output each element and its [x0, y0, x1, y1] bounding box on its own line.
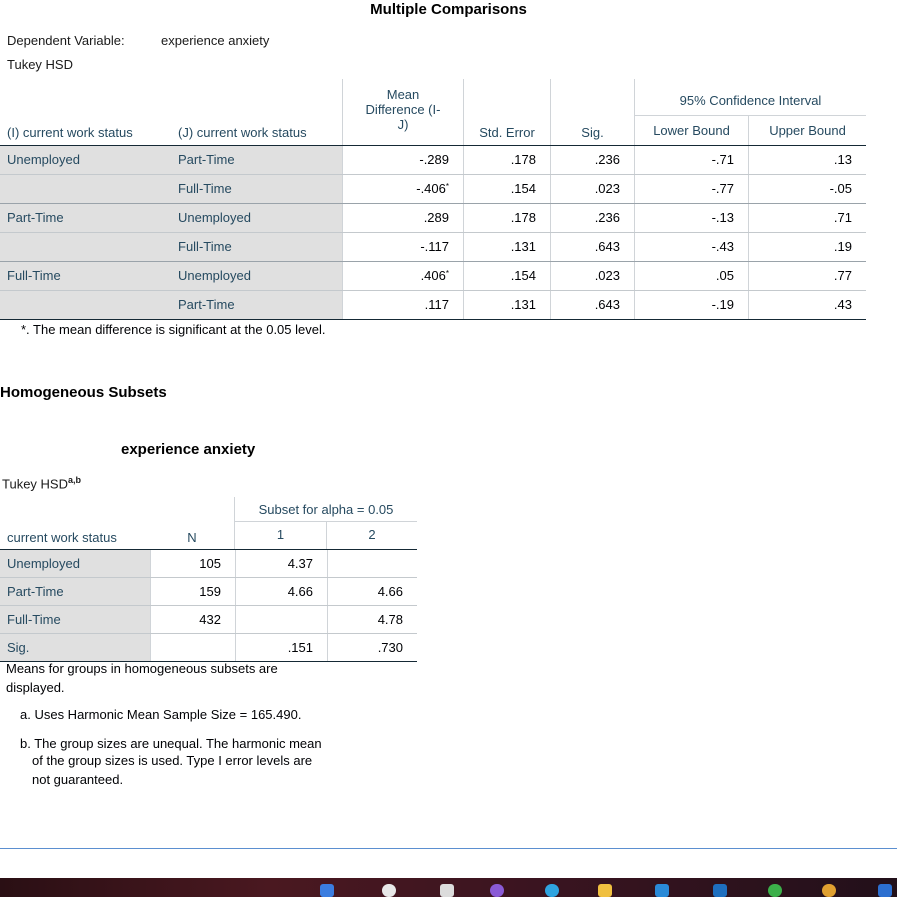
mc-cell-i: [0, 233, 171, 261]
mc-value-sig: .023: [594, 181, 620, 196]
mc-cell-j: Full-Time: [171, 233, 342, 261]
mc-cell-se: [463, 204, 550, 232]
mc-row: [0, 233, 866, 262]
mc-row: [0, 175, 866, 204]
file-explorer-icon[interactable]: [598, 884, 612, 897]
app-icon[interactable]: [822, 884, 836, 897]
mc-value-sig: .023: [594, 268, 620, 283]
hs-cell-s2: [327, 550, 417, 577]
hs-note-b1: b. The group sizes are unequal. The harmonic mean: [20, 736, 322, 751]
significance-marker: *: [445, 269, 449, 278]
hs-cell-s2: 4.66: [327, 578, 417, 605]
mc-cell-md: [342, 204, 463, 232]
mc-cell-ub: [748, 233, 866, 261]
hs-note-main-1: Means for groups in homogeneous subsets are: [6, 661, 278, 676]
hs-row: [0, 606, 417, 634]
mc-cell-md: [342, 262, 463, 290]
mc-cell-lb: [634, 204, 748, 232]
hs-cell-label: Full-Time: [0, 606, 150, 633]
mc-cell-sig: [550, 175, 634, 203]
edge-icon[interactable]: [545, 884, 559, 897]
mc-cell-se: [463, 262, 550, 290]
mc-cell-ub: [748, 146, 866, 174]
mc-value-se: .154: [510, 181, 536, 196]
mc-cell-lb: [634, 291, 748, 319]
hs-note-b3: not guaranteed.: [32, 772, 124, 787]
search-icon[interactable]: [382, 884, 396, 897]
hs-note-a: a. Uses Harmonic Mean Sample Size = 165.490.: [20, 707, 302, 722]
mc-cell-sig: [550, 291, 634, 319]
significance-marker: *: [445, 182, 449, 191]
mc-cell-lb: [634, 146, 748, 174]
hs-cell-s1: 4.66: [235, 578, 327, 605]
hs-cell-n: 105: [150, 550, 235, 577]
mc-value-md: -.117: [420, 239, 449, 254]
hs-cell-n: [150, 634, 235, 661]
taskbar[interactable]: [0, 878, 897, 897]
hs-method-text: Tukey HSD: [2, 476, 68, 492]
mc-cell-ub: [748, 262, 866, 290]
hs-cell-n: 159: [150, 578, 235, 605]
mc-value-se: .131: [510, 239, 536, 254]
mc-header-mean-l3: J): [397, 117, 409, 132]
hs-cell-label: Unemployed: [0, 550, 150, 577]
hs-method-sup: a,b: [67, 475, 81, 485]
mc-footnote: *. The mean difference is significant at the 0.05 level.: [21, 322, 326, 337]
mc-header-mean-diff: [343, 87, 463, 132]
mc-cell-i: Full-Time: [0, 262, 171, 290]
mc-value-se: .178: [510, 210, 536, 225]
mc-cell-j: Part-Time: [171, 146, 342, 174]
mc-cell-ub: [748, 175, 866, 203]
mc-cell-i: Unemployed: [0, 146, 171, 174]
mc-header-std-error: Std. Error: [479, 125, 535, 140]
mc-header-row: [0, 79, 866, 146]
mc-row: [0, 291, 866, 320]
hs-cell-s2: 4.78: [327, 606, 417, 633]
mc-value-lb: .05: [715, 268, 734, 283]
dependent-variable-label: Dependent Variable:: [7, 33, 125, 48]
mc-value-ub: .77: [833, 268, 852, 283]
mc-cell-md: [342, 233, 463, 261]
window-bottom-border: [0, 848, 897, 849]
mc-row: [0, 204, 866, 233]
mc-value-ub: -.05: [829, 181, 852, 196]
store-icon[interactable]: [655, 884, 669, 897]
mc-cell-sig: [550, 146, 634, 174]
mc-value-md: .289: [423, 210, 449, 225]
mc-value-se: .131: [510, 297, 536, 312]
mc-header-ci: 95% Confidence Interval: [679, 93, 822, 108]
mc-value-sig: .643: [594, 239, 620, 254]
mc-header-sig: Sig.: [581, 125, 604, 140]
task-view-icon[interactable]: [440, 884, 454, 897]
multiple-comparisons-table: [0, 79, 866, 320]
hs-row: [0, 550, 417, 578]
mc-cell-sig: [550, 262, 634, 290]
hs-method-label: [2, 472, 81, 492]
hs-cell-s1: 4.37: [235, 550, 327, 577]
mc-cell-md: [342, 291, 463, 319]
mc-cell-lb: [634, 233, 748, 261]
mc-cell-se: [463, 175, 550, 203]
spss-icon[interactable]: [878, 884, 892, 897]
mc-cell-i: [0, 291, 171, 319]
hs-note-b2: of the group sizes is used. Type I error levels are: [32, 753, 313, 768]
homogeneous-subsets-table: [0, 497, 417, 662]
mc-cell-se: [463, 233, 550, 261]
homogeneous-subsets-heading: Homogeneous Subsets: [0, 384, 167, 401]
mc-value-sig: .236: [594, 152, 620, 167]
mc-value-md: -.289: [419, 152, 449, 167]
hs-header-subset: Subset for alpha = 0.05: [258, 502, 394, 517]
mc-value-lb: -.43: [711, 239, 734, 254]
mc-cell-sig: [550, 204, 634, 232]
hs-cell-label: Part-Time: [0, 578, 150, 605]
mc-header-upper: Upper Bound: [769, 123, 846, 138]
mc-cell-ub: [748, 291, 866, 319]
hs-cell-s2: .730: [327, 634, 417, 661]
hs-header-s1: 1: [276, 527, 285, 542]
mc-value-md: .406: [420, 268, 446, 283]
mc-cell-j: Unemployed: [171, 204, 342, 232]
hs-cell-label: Sig.: [0, 634, 150, 661]
hs-body: [0, 550, 417, 662]
mc-cell-ub: [748, 204, 866, 232]
mail-icon[interactable]: [713, 884, 727, 897]
mc-value-lb: -.13: [711, 210, 734, 225]
mc-method-label: Tukey HSD: [7, 57, 73, 72]
mc-value-se: .178: [510, 152, 536, 167]
hs-header-s2: 2: [368, 527, 376, 542]
chrome-icon[interactable]: [768, 884, 782, 897]
mc-row: [0, 146, 866, 175]
mc-header-mean-l2: Difference (I-: [365, 102, 441, 117]
mc-value-sig: .236: [594, 210, 620, 225]
hs-header-row: [0, 497, 417, 550]
mc-value-lb: -.71: [711, 152, 734, 167]
mc-cell-md: [342, 175, 463, 203]
hs-cell-s1: [235, 606, 327, 633]
hs-row: [0, 578, 417, 606]
mc-value-se: .154: [510, 268, 536, 283]
mc-cell-md: [342, 146, 463, 174]
mc-cell-j: Part-Time: [171, 291, 342, 319]
mc-cell-sig: [550, 233, 634, 261]
mc-header-mean-l1: Mean: [386, 87, 420, 102]
hs-header-n: N: [187, 530, 197, 545]
mc-value-md: -.406: [416, 181, 446, 196]
mc-value-ub: .13: [833, 152, 852, 167]
mc-value-lb: -.19: [711, 297, 734, 312]
mc-cell-j: Full-Time: [171, 175, 342, 203]
multiple-comparisons-title: Multiple Comparisons: [370, 1, 527, 18]
mc-value-md: .117: [424, 297, 449, 312]
mc-cell-se: [463, 291, 550, 319]
mc-value-ub: .71: [833, 210, 852, 225]
mc-header-lower: Lower Bound: [653, 123, 730, 138]
hs-header-status: current work status: [7, 530, 117, 545]
chat-icon[interactable]: [490, 884, 504, 897]
hs-cell-s1: .151: [235, 634, 327, 661]
hs-cell-n: 432: [150, 606, 235, 633]
mc-header-i: (I) current work status: [7, 125, 133, 140]
mc-cell-lb: [634, 262, 748, 290]
mc-body: [0, 146, 866, 320]
mc-cell-j: Unemployed: [171, 262, 342, 290]
mc-cell-i: [0, 175, 171, 203]
hs-row: [0, 634, 417, 662]
mc-value-sig: .643: [594, 297, 620, 312]
hs-table-title: experience anxiety: [121, 441, 256, 458]
mc-cell-se: [463, 146, 550, 174]
dependent-variable-value: experience anxiety: [161, 33, 270, 48]
mc-cell-lb: [634, 175, 748, 203]
mc-header-j: (J) current work status: [178, 125, 307, 140]
mc-row: [0, 262, 866, 291]
mc-value-ub: .43: [833, 297, 852, 312]
mc-cell-i: Part-Time: [0, 204, 171, 232]
hs-note-main-2: displayed.: [6, 680, 65, 695]
start-icon[interactable]: [320, 884, 334, 897]
mc-value-lb: -.77: [711, 181, 734, 196]
mc-value-ub: .19: [833, 239, 852, 254]
